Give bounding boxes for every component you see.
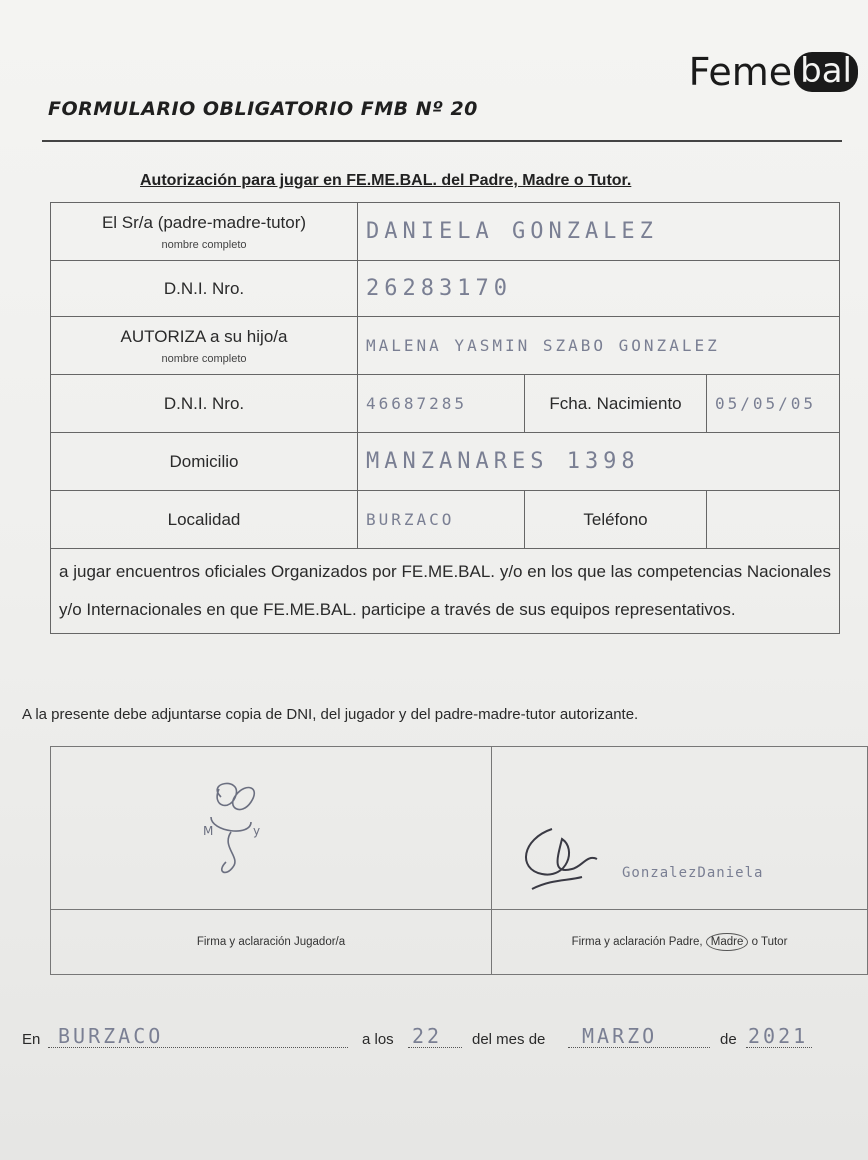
locality-label: Localidad (51, 491, 358, 549)
address-label: Domicilio (51, 433, 358, 491)
parent-signature-icon (512, 819, 612, 899)
place-value: BURZACO (58, 1024, 164, 1048)
date-place-line (22, 1008, 822, 1048)
parent-name-field[interactable] (358, 203, 840, 261)
birth-date-label: Fcha. Nacimiento (525, 375, 707, 433)
phone-label: Teléfono (525, 491, 707, 549)
day-value: 22 (412, 1024, 443, 1048)
logo-text: Feme (688, 50, 793, 94)
parent-signature-area[interactable] (492, 747, 868, 910)
parent-dni-field[interactable] (358, 261, 840, 317)
svg-text:y: y (253, 824, 261, 838)
locality-field[interactable] (358, 491, 525, 549)
en-label: En (22, 1031, 41, 1048)
mes-label: del mes de (472, 1031, 546, 1048)
form-title: FORMULARIO OBLIGATORIO FMB Nº 20 (48, 98, 478, 120)
femebal-logo (689, 48, 858, 96)
parent-name-label: El Sr/a (padre-madre-tutor) nombre completo (51, 203, 358, 261)
player-signature-area[interactable] (51, 747, 492, 910)
phone-field[interactable] (707, 491, 840, 549)
svg-text:M: M (203, 824, 214, 838)
attachment-note: A la presente debe adjuntarse copia de DNI, del jugador y del padre-madre-tutor autorizante. (22, 706, 639, 723)
de-label: de (720, 1031, 737, 1048)
a-los-label: a los (362, 1031, 394, 1048)
child-dni-value: 46687285 (366, 393, 468, 413)
logo-pill: bal (794, 52, 858, 92)
title-divider (42, 140, 842, 142)
authorization-table (50, 202, 840, 634)
form-subtitle: Autorización para jugar en FE.ME.BAL. del Padre, Madre o Tutor. (140, 172, 632, 189)
player-signature-label: Firma y aclaración Jugador/a (51, 910, 492, 975)
signature-table (50, 746, 868, 975)
month-value: MARZO (582, 1024, 658, 1048)
child-name-value: MALENA YASMIN SZABO GONZALEZ (366, 335, 720, 355)
locality-value: BURZACO (366, 509, 455, 529)
parent-dni-label: D.N.I. Nro. (51, 261, 358, 317)
year-value: 2021 (748, 1024, 809, 1048)
address-value: MANZANARES 1398 (366, 449, 640, 474)
parent-signature-name: GonzalezDaniela (622, 865, 764, 881)
parent-dni-value: 26283170 (366, 276, 512, 301)
birth-date-value: 05/05/05 (715, 393, 817, 413)
child-dni-label: D.N.I. Nro. (51, 375, 358, 433)
madre-circled: Madre (706, 933, 749, 951)
child-name-field[interactable] (358, 317, 840, 375)
player-signature-icon (191, 777, 311, 887)
child-name-sublabel: nombre completo (161, 352, 247, 365)
child-dni-field[interactable] (358, 375, 525, 433)
child-name-label: AUTORIZA a su hijo/a nombre completo (51, 317, 358, 375)
address-field[interactable] (358, 433, 840, 491)
parent-signature-label: Firma y aclaración Padre, Madre o Tutor (492, 910, 868, 975)
birth-date-field[interactable] (707, 375, 840, 433)
authorization-paragraph: a jugar encuentros oficiales Organizados por FE.ME.BAL. y/o en los que las competencias Nacionales y/o Internacionales en que FE.ME.BAL. participe a través de sus equipos representativos. (51, 549, 840, 634)
parent-name-value: DANIELA GONZALEZ (366, 219, 658, 244)
parent-name-sublabel: nombre completo (161, 238, 247, 251)
